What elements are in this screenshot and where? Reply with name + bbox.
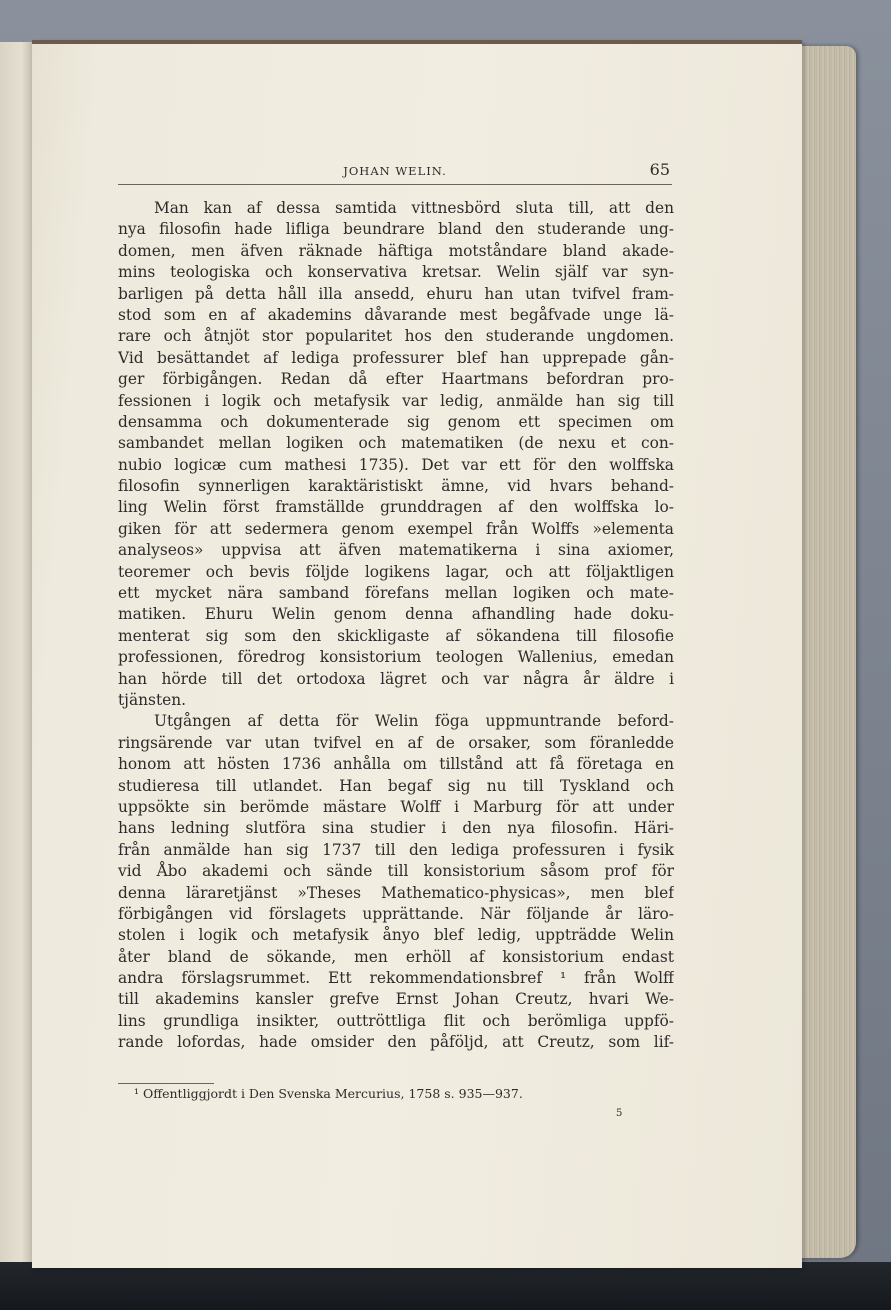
text-line: honom att hösten 1736 anhålla om tillstånd att få företaga en (118, 755, 674, 774)
text-line: från anmälde han sig 1737 till den lediga professuren i fysik (118, 840, 674, 859)
text-line: mins teologiska och konservativa kretsar. Welin själf var syn- (118, 263, 674, 282)
running-head: JOHAN WELIN. (343, 164, 447, 178)
text-line: vid Åbo akademi och sände till konsistorium såsom prof för (118, 862, 674, 881)
text-line: ling Welin först framställde grunddragen af den wolffska lo- (118, 498, 674, 517)
text-line: lins grundliga insikter, outtröttliga flit och berömliga uppfö- (118, 1011, 674, 1030)
text-line: densamma och dokumenterade sig genom ett specimen om (118, 412, 674, 431)
text-line: andra förslagsrummet. Ett rekommendationsbref ¹ från Wolff (118, 969, 674, 988)
text-line: uppsökte sin berömde mästare Wolff i Marburg för att under (118, 797, 674, 816)
text-line: menterat sig som den skickligaste af sökandena till filosofie (118, 626, 674, 645)
text-line: ger förbigången. Redan då efter Haartmans befordran pro- (118, 370, 674, 389)
text-line: professionen, föredrog konsistorium teologen Wallenius, emedan (118, 648, 674, 667)
text-line: stolen i logik och metafysik ånyo blef ledig, uppträdde Welin (118, 926, 674, 945)
text-line: nya filosofin hade lifliga beundrare bland den studerande ung- (118, 220, 674, 239)
text-line: åter bland de sökande, men erhöll af konsistorium endast (118, 947, 674, 966)
facing-page-edge (0, 42, 36, 1270)
text-line: Vid besättandet af lediga professurer blef han upprepade gån- (118, 348, 674, 367)
page-header (118, 158, 672, 185)
text-line: matiken. Ehuru Welin genom denna afhandling hade doku- (118, 605, 674, 624)
book-page (32, 40, 802, 1268)
text-line: analyseos» uppvisa att äfven matematikerna i sina axiomer, (118, 541, 674, 560)
text-line: till akademins kansler grefve Ernst Johan Creutz, hvari We- (118, 990, 674, 1009)
dark-background (0, 1262, 891, 1310)
text-line: han hörde till det ortodoxa lägret och var några år äldre i (118, 669, 674, 688)
text-line: tjänsten. (118, 690, 187, 709)
page-number: 65 (649, 160, 670, 179)
text-line: nubio logicæ cum mathesi 1735). Det var ett för den wolffska (118, 455, 674, 474)
text-line: ett mycket nära samband förefans mellan logiken och mate- (118, 584, 674, 603)
text-line: domen, men äfven räknade häftiga motståndare bland akade- (118, 241, 674, 260)
text-line: rande lofordas, hade omsider den påföljd, att Creutz, som lif- (118, 1033, 674, 1052)
text-line: stod som en af akademins dåvarande mest begåfvade unge lä- (118, 305, 674, 324)
text-line: Utgången af detta för Welin föga uppmuntrande beford- (154, 712, 674, 731)
footnote-rule (118, 1083, 214, 1084)
body-text (118, 198, 674, 1054)
text-line: teoremer och bevis följde logikens lagar, och att följaktligen (118, 562, 674, 581)
text-line: denna läraretjänst »Theses Mathematico-physicas», men blef (118, 883, 674, 902)
text-line: barligen på detta håll illa ansedd, ehuru han utan tvifvel fram- (118, 284, 674, 303)
text-line: ringsärende var utan tvifvel en af de orsaker, som föranledde (118, 733, 674, 752)
text-line: rare och åtnjöt stor popularitet hos den studerande ungdomen. (118, 327, 674, 346)
text-line: studieresa till utlandet. Han begaf sig nu till Tyskland och (118, 776, 674, 795)
footnote: ¹ Offentliggjordt i Den Svenska Mercurius, 1758 s. 935—937. (134, 1086, 523, 1101)
text-line: förbigången vid förslagets upprättande. När följande år läro- (118, 904, 674, 923)
text-line: fessionen i logik och metafysik var ledig, anmälde han sig till (118, 391, 674, 410)
text-line: hans ledning slutföra sina studier i den nya filosofin. Häri- (118, 819, 674, 838)
text-line: Man kan af dessa samtida vittnesbörd sluta till, att den (154, 199, 674, 217)
text-line: sambandet mellan logiken och matematiken (de nexu et con- (118, 434, 674, 453)
text-line: filosofin synnerligen karaktäristiskt ämne, vid hvars behand- (118, 477, 674, 496)
signature-mark: 5 (616, 1108, 623, 1119)
text-line: giken för att sedermera genom exempel från Wolffs »elementa (118, 519, 674, 538)
